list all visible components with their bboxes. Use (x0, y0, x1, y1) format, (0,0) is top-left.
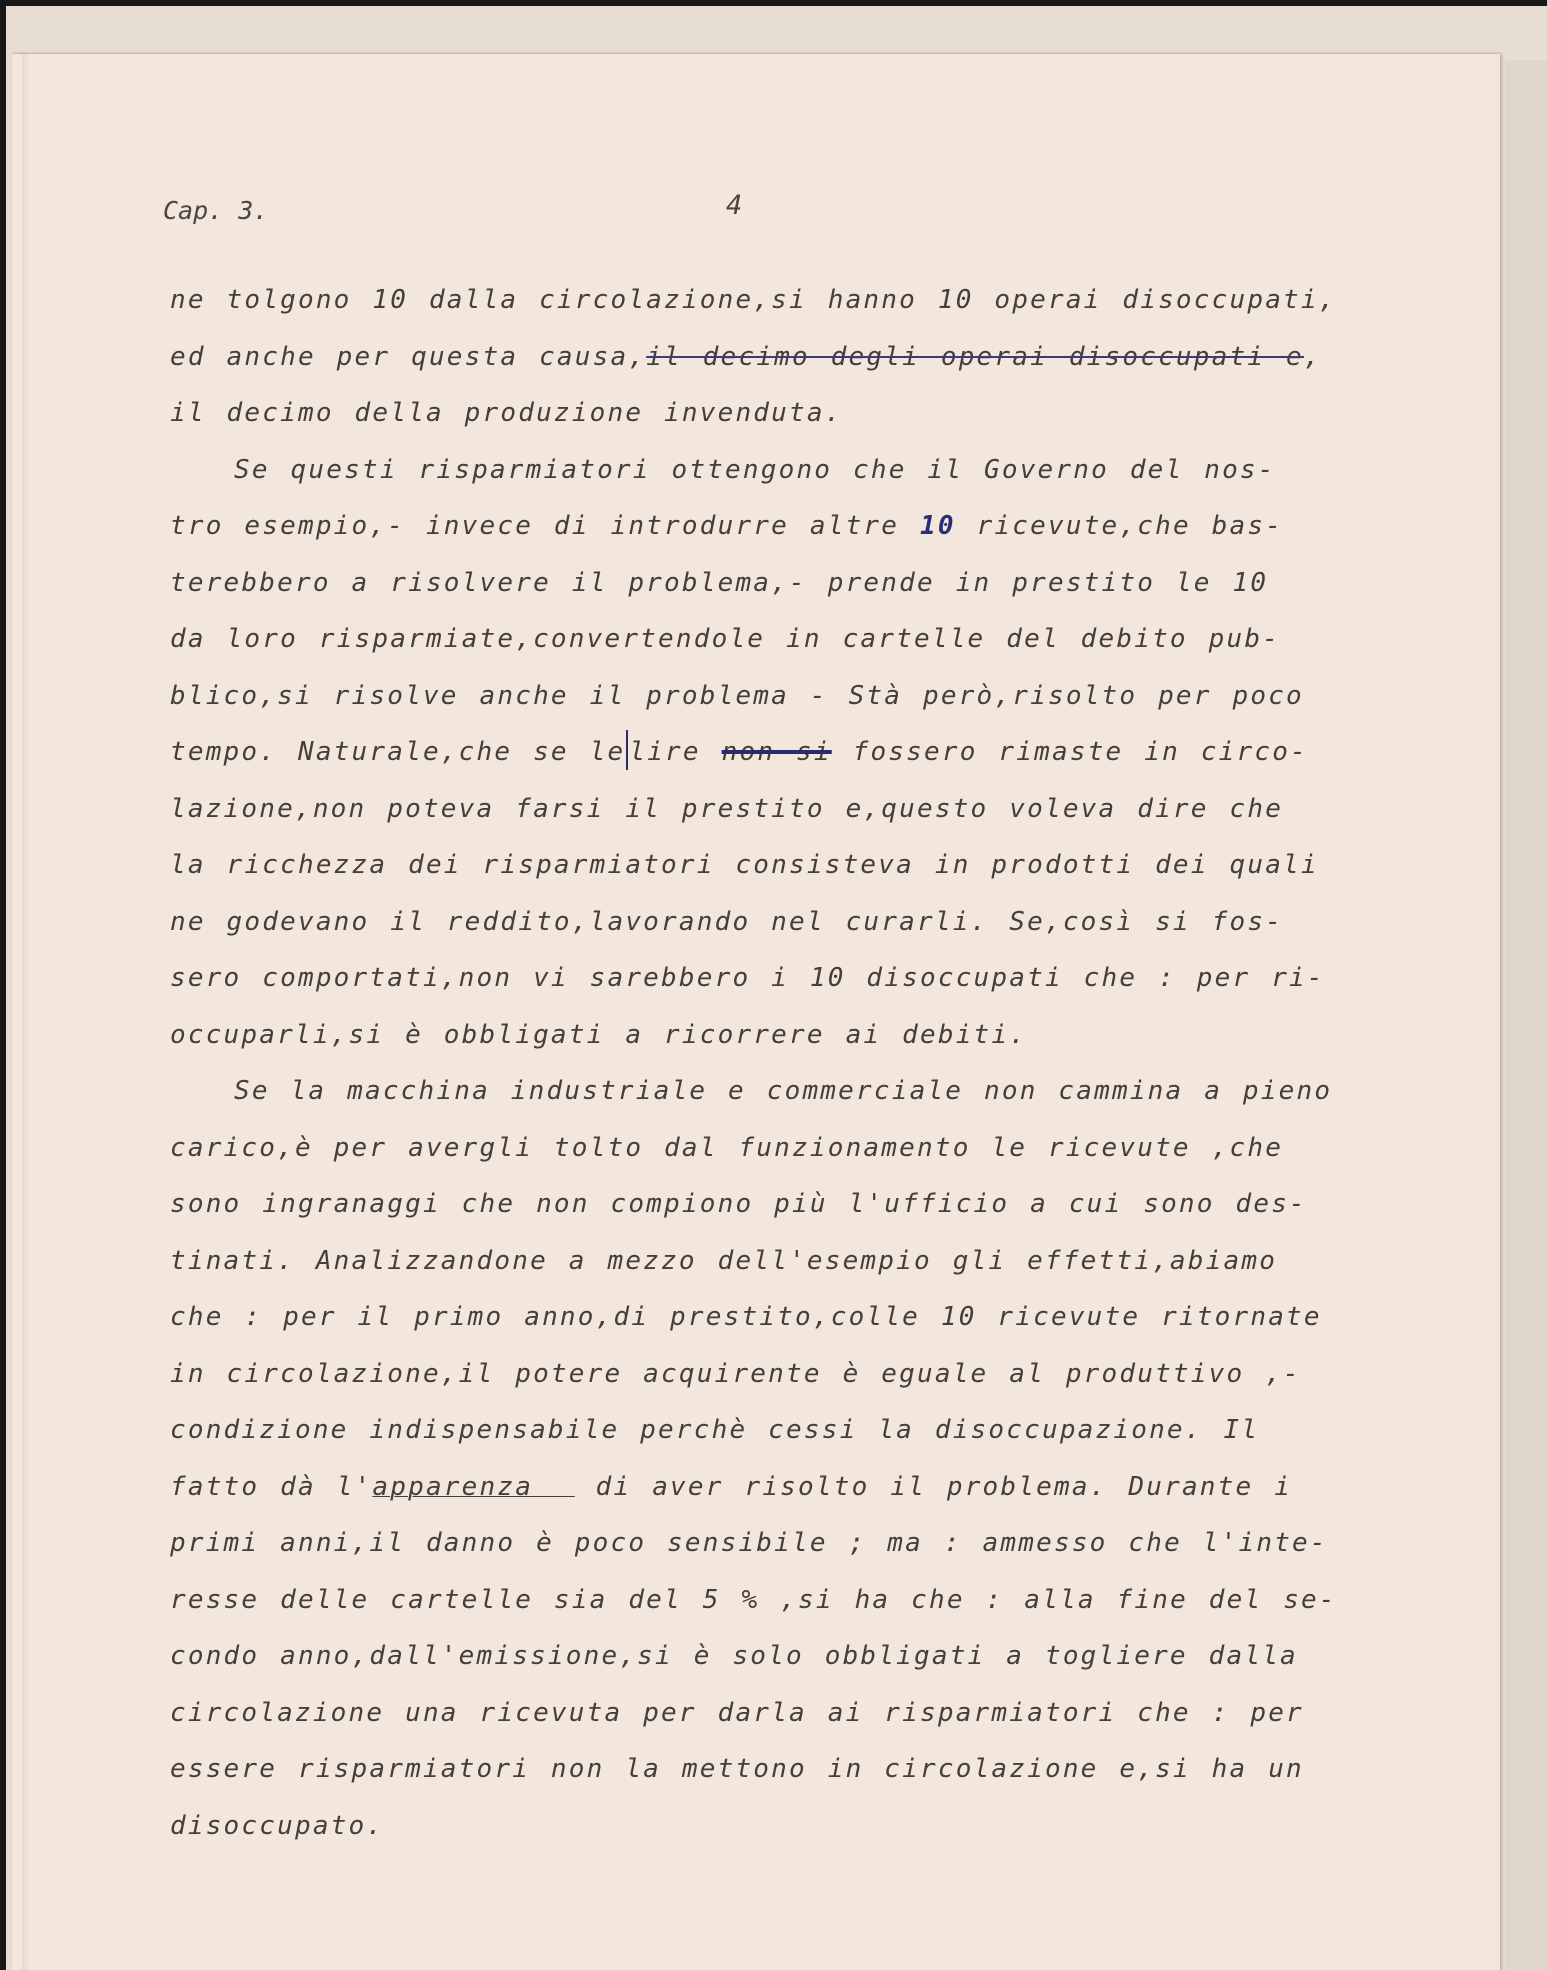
text-line: ne godevano il reddito,lavorando nel curarli. Se,così si fos- (170, 906, 1284, 937)
line-segment: fatto dà l' (170, 1471, 373, 1502)
text-line (170, 1459, 1370, 1516)
text-line: primi anni,il danno è poco sensibile ; ma : ammesso che l'inte- (170, 1528, 1328, 1558)
text-line: Se questi risparmiatori ottengono che il Governo del nos- (234, 454, 1276, 485)
line-segment: di aver risolto il problema. Durante i (574, 1471, 1293, 1502)
chapter-label: Cap. 3. (163, 196, 269, 225)
page-header (163, 190, 1363, 236)
text-line: Se la macchina industriale e commerciale non cammina a pieno (234, 1076, 1333, 1106)
text-line: il decimo della produzione invenduta. (170, 398, 843, 428)
struck-through-text: il decimo degli operai disoccupati e (646, 341, 1304, 372)
handwritten-number: 10 (920, 511, 956, 541)
page-number: 4 (726, 190, 743, 221)
text-line: sero comportati,non vi sarebbero i 10 disoccupati che : per ri- (170, 963, 1325, 993)
text-line: ne tolgono 10 dalla circolazione,si hanno 10 operai disoccupati, (170, 285, 1337, 315)
text-line (170, 329, 1370, 386)
line-segment: ricevute,che bas- (955, 511, 1284, 541)
text-line: terebbero a risolvere il problema,- prende in prestito le 10 (170, 567, 1269, 598)
text-line: essere risparmiatori non la mettono in circolazione e,si ha un (170, 1754, 1304, 1784)
line-segment: tro esempio,- invece di introdurre altre (170, 511, 920, 541)
sheet-left-edge (22, 54, 30, 1970)
text-line: resse delle cartelle sia del 5 % ,si ha che : alla fine del se- (170, 1584, 1337, 1615)
line-segment: fossero rimaste in circo- (831, 737, 1308, 767)
text-line: tinati. Analizzandone a mezzo dell'esempio gli effetti,abiamo (170, 1245, 1278, 1276)
text-line: in circolazione,il potere acquirente è eguale al produttivo ,- (170, 1358, 1301, 1389)
text-line: carico,è per avergli tolto dal funzionamento le ricevute ,che (170, 1132, 1284, 1163)
text-line: la ricchezza dei risparmiatori consisteva in prodotti dei quali (170, 850, 1319, 880)
text-line: lazione,non poteva farsi il prestito e,questo voleva dire che (170, 793, 1284, 824)
line-segment: , (1303, 341, 1322, 372)
ink-struck-text: non si (721, 737, 832, 767)
back-sheet-edge (1505, 60, 1547, 1970)
text-line (170, 724, 1370, 781)
underlined-text: apparenza (372, 1471, 575, 1502)
text-line: occuparli,si è obbligati a ricorrere ai debiti. (170, 1019, 1028, 1050)
text-line: circolazione una ricevuta per darla ai risparmiatori che : per (170, 1697, 1304, 1728)
line-segment: tempo. Naturale,che se le (170, 737, 626, 767)
text-line: condo anno,dall'emissione,si è solo obbligati a togliere dalla (170, 1641, 1298, 1671)
text-line: condizione indispensabile perchè cessi la disoccupazione. Il (170, 1415, 1260, 1445)
text-line: che : per il primo anno,di prestito,colle 10 ricevute ritornate (170, 1302, 1322, 1332)
text-line: disoccupato. (170, 1810, 385, 1841)
text-line (170, 498, 1370, 555)
line-segment: lire (629, 737, 722, 767)
text-line: blico,si risolve anche il problema - Stà però,risolto per poco (170, 680, 1304, 711)
text-line: sono ingranaggi che non compiono più l'ufficio a cui sono des- (170, 1189, 1307, 1219)
typewritten-body (170, 272, 1370, 1854)
text-line: da loro risparmiate,convertendole in cartelle del debito pub- (170, 624, 1281, 654)
line-segment: ed anche per questa causa, (170, 341, 647, 372)
